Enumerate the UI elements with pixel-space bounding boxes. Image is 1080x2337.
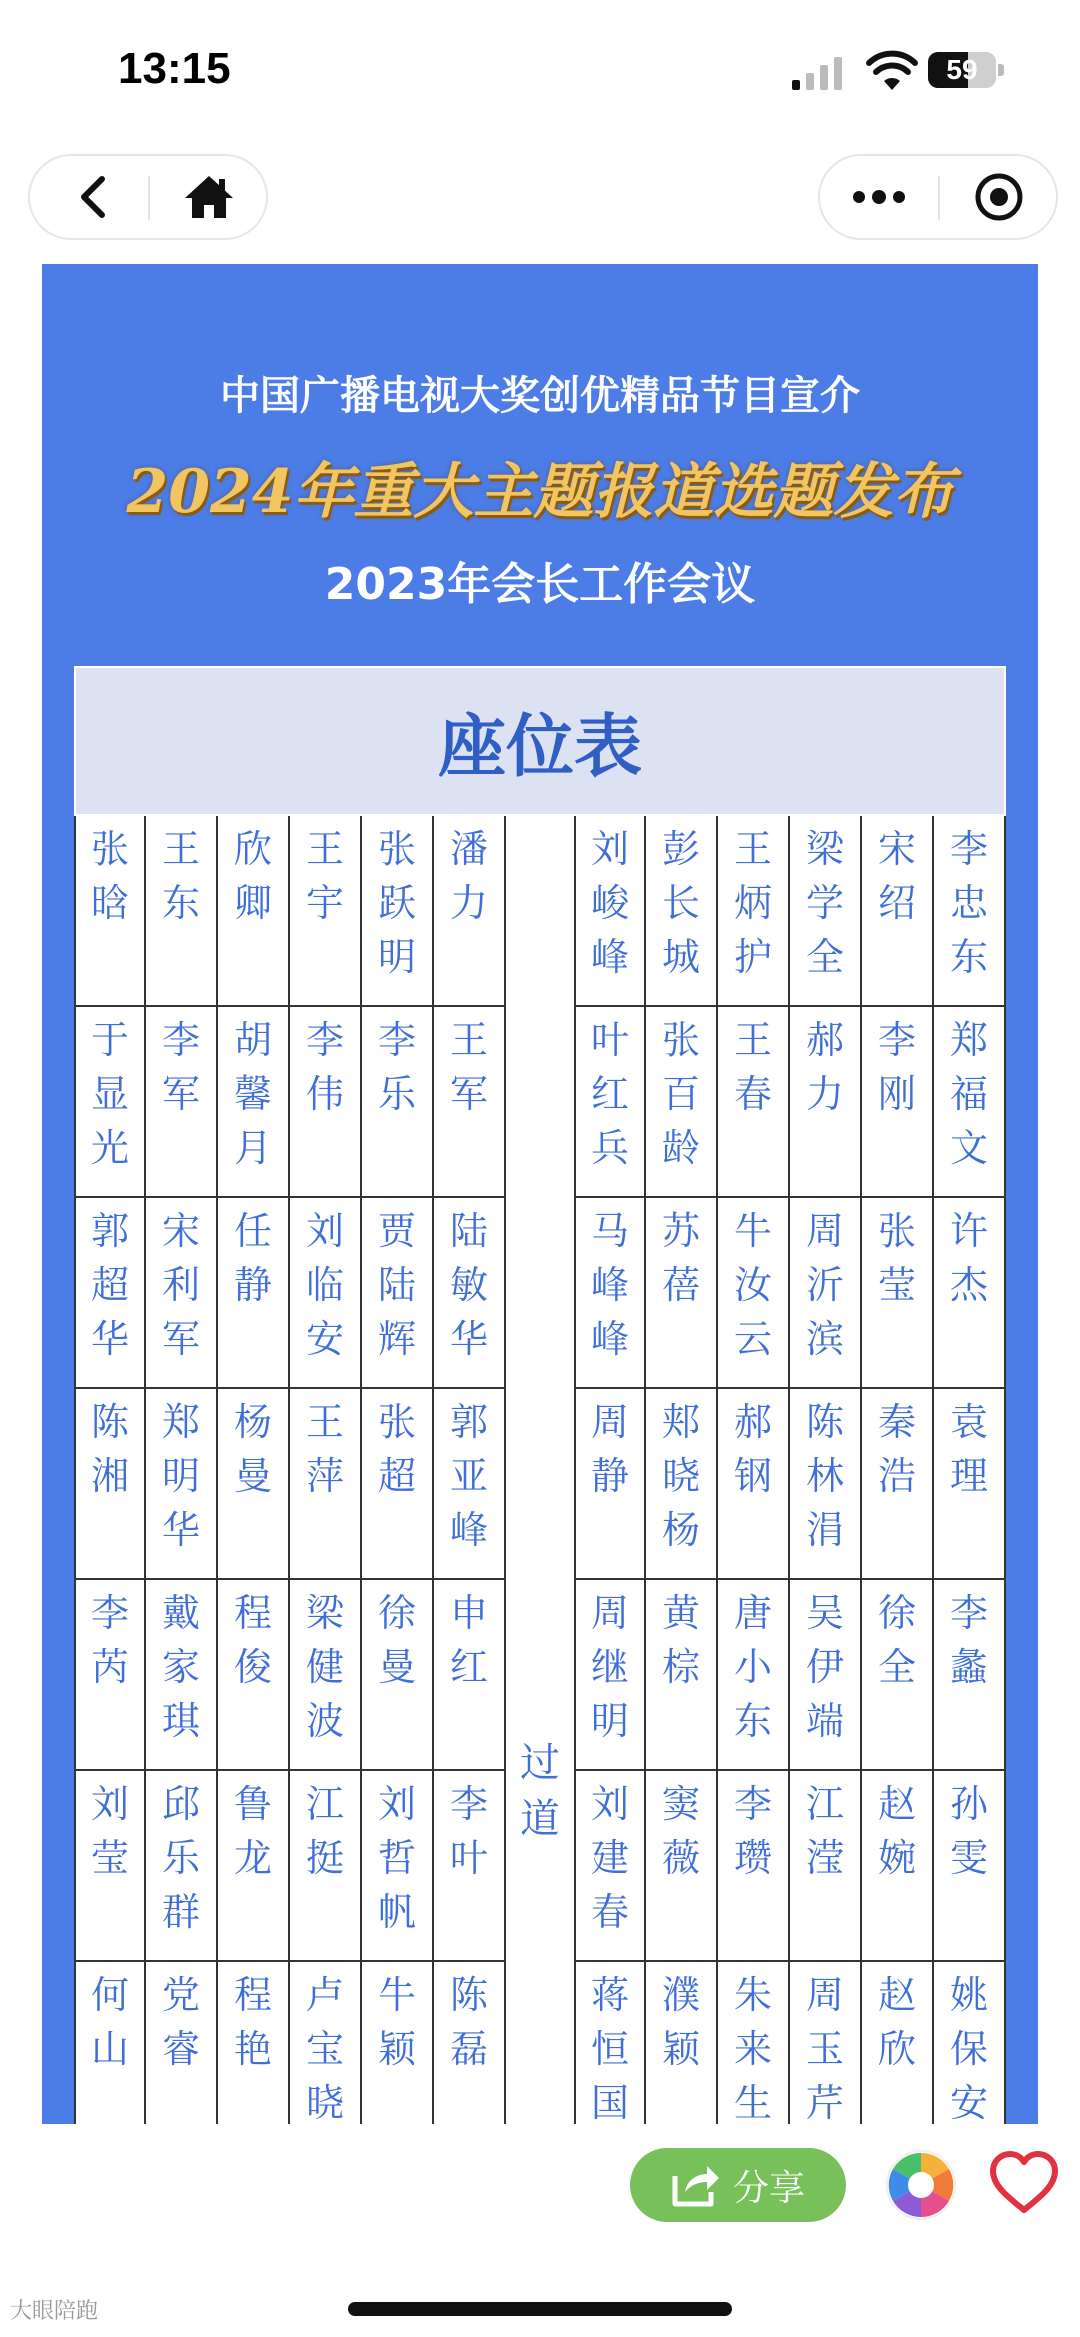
seat-cell: 秦 浩: [862, 1389, 934, 1580]
seat-cell: 张 超: [362, 1389, 434, 1580]
seat-cell: 周 沂 滨: [790, 1198, 862, 1389]
seat-cell: 李 忠 东: [934, 816, 1006, 1007]
seat-cell: 党 睿: [146, 1962, 218, 2124]
seat-cell: 王 东: [146, 816, 218, 1007]
seat-cell: 窦 薇: [646, 1771, 718, 1962]
seat-cell: 周 玉 芹: [790, 1962, 862, 2124]
poster-title: 2024年重大主题报道选题发布: [126, 457, 954, 527]
seat-cell: 陈 湘: [74, 1389, 146, 1580]
seating-table-header: [74, 666, 1006, 816]
seat-cell: 张 百 龄: [646, 1007, 718, 1198]
seat-cell: 牛 颖: [362, 1962, 434, 2124]
back-button[interactable]: [38, 156, 148, 238]
seat-cell: 李 刚: [862, 1007, 934, 1198]
seat-cell: 刘 临 安: [290, 1198, 362, 1389]
seat-cell: 郝 力: [790, 1007, 862, 1198]
seat-cell: 彭 长 城: [646, 816, 718, 1007]
seat-cell: 潘 力: [434, 816, 506, 1007]
seat-cell: 郭 亚 峰: [434, 1389, 506, 1580]
close-miniprogram-button[interactable]: [944, 156, 1054, 238]
seat-cell: 邱 乐 群: [146, 1771, 218, 1962]
seat-cell: 赵 婉: [862, 1771, 934, 1962]
home-button[interactable]: [154, 156, 264, 238]
signal-icon: [790, 56, 846, 90]
seat-cell: 张 跃 明: [362, 816, 434, 1007]
seat-cell: 李 军: [146, 1007, 218, 1198]
aisle: [506, 1389, 574, 1580]
wifi-icon: [866, 50, 918, 92]
seat-cell: 胡 馨 月: [218, 1007, 290, 1198]
status-bar: [0, 0, 1080, 140]
seat-cell: 濮 颖: [646, 1962, 718, 2124]
seat-row: [74, 816, 1006, 1007]
seat-cell: 江 挺: [290, 1771, 362, 1962]
seat-cell: 于 显 光: [74, 1007, 146, 1198]
seat-cell: 朱 来 生: [718, 1962, 790, 2124]
seat-cell: 刘 建 春: [574, 1771, 646, 1962]
seat-cell: 梁 健 波: [290, 1580, 362, 1771]
aisle: [506, 1198, 574, 1389]
seat-row: [74, 1962, 1006, 2124]
seat-cell: 刘 哲 帆: [362, 1771, 434, 1962]
aisle: [506, 1007, 574, 1198]
seating-table-title: 座位表: [437, 706, 642, 787]
seat-cell: 唐 小 东: [718, 1580, 790, 1771]
heart-icon[interactable]: [988, 2150, 1060, 2216]
home-icon: [183, 174, 235, 220]
seat-cell: 郏 晓 杨: [646, 1389, 718, 1580]
seat-grid: [74, 816, 1006, 2124]
status-time: 13:15: [118, 44, 231, 93]
record-circle-icon: [974, 172, 1024, 222]
seat-cell: 宋 绍: [862, 816, 934, 1007]
seat-row: [74, 1389, 1006, 1580]
aisle: [506, 816, 574, 1007]
seat-cell: 张 晗: [74, 816, 146, 1007]
seat-cell: 申 红: [434, 1580, 506, 1771]
seat-cell: 欣 卿: [218, 816, 290, 1007]
seat-cell: 马 峰 峰: [574, 1198, 646, 1389]
seat-cell: 程 俊: [218, 1580, 290, 1771]
poster-meeting-name: 2023年会长工作会议: [324, 559, 756, 610]
more-button[interactable]: [824, 156, 934, 238]
seat-cell: 许 杰: [934, 1198, 1006, 1389]
poster-subtitle: 中国广播电视大奖创优精品节目宣介: [220, 373, 860, 419]
seat-cell: 郝 钢: [718, 1389, 790, 1580]
seat-cell: 程 艳: [218, 1962, 290, 2124]
seat-cell: 李 乐: [362, 1007, 434, 1198]
seat-cell: 王 萍: [290, 1389, 362, 1580]
battery-percent: 59: [946, 54, 978, 85]
seat-cell: 王 炳 护: [718, 816, 790, 1007]
aisle: [506, 1962, 574, 2124]
nav-capsule-left: [28, 154, 268, 240]
seat-cell: 陈 林 涓: [790, 1389, 862, 1580]
seat-cell: 赵 欣: [862, 1962, 934, 2124]
seat-cell: 郭 超 华: [74, 1198, 146, 1389]
seat-cell: 吴 伊 端: [790, 1580, 862, 1771]
seat-cell: 宋 利 军: [146, 1198, 218, 1389]
seat-cell: 王 军: [434, 1007, 506, 1198]
seat-cell: 李 芮: [74, 1580, 146, 1771]
seat-cell: 周 静: [574, 1389, 646, 1580]
seat-cell: 杨 曼: [218, 1389, 290, 1580]
seat-cell: 张 莹: [862, 1198, 934, 1389]
bottom-action-bar: [0, 2124, 1080, 2337]
seat-cell: 孙 雯: [934, 1771, 1006, 1962]
chevron-left-icon: [76, 175, 110, 219]
seat-cell: 徐 曼: [362, 1580, 434, 1771]
seat-cell: 卢 宝 晓: [290, 1962, 362, 2124]
seat-cell: 黄 棕: [646, 1580, 718, 1771]
seat-cell: 徐 全: [862, 1580, 934, 1771]
seat-row: [74, 1007, 1006, 1198]
camera-shutter-icon[interactable]: [884, 2148, 958, 2222]
seat-cell: 李 瓒: [718, 1771, 790, 1962]
seat-cell: 何 山: [74, 1962, 146, 2124]
seat-cell: 江 滢: [790, 1771, 862, 1962]
seat-cell: 苏 蓓: [646, 1198, 718, 1389]
seat-cell: 郑 明 华: [146, 1389, 218, 1580]
share-icon: [671, 2162, 721, 2208]
home-indicator[interactable]: [348, 2302, 732, 2316]
seat-cell: 陆 敏 华: [434, 1198, 506, 1389]
seat-cell: 刘 莹: [74, 1771, 146, 1962]
seat-cell: 李 叶: [434, 1771, 506, 1962]
seat-cell: 鲁 龙: [218, 1771, 290, 1962]
seat-cell: 戴 家 琪: [146, 1580, 218, 1771]
seat-cell: 刘 峻 峰: [574, 816, 646, 1007]
share-label: 分享: [732, 2167, 805, 2209]
seat-cell: 蒋 恒 国: [574, 1962, 646, 2124]
seat-cell: 袁 理: [934, 1389, 1006, 1580]
seat-cell: 李 蠡: [934, 1580, 1006, 1771]
seat-cell: 贾 陆 辉: [362, 1198, 434, 1389]
share-button[interactable]: [630, 2148, 846, 2222]
nav-capsule-right: [818, 154, 1058, 240]
battery-icon: [928, 52, 1006, 88]
seating-table: [74, 666, 1006, 2124]
seating-poster: [42, 264, 1038, 2124]
seat-cell: 王 宇: [290, 816, 362, 1007]
seat-cell: 周 继 明: [574, 1580, 646, 1771]
seat-cell: 陈 磊: [434, 1962, 506, 2124]
seat-cell: 牛 汝 云: [718, 1198, 790, 1389]
seat-row: [74, 1198, 1006, 1389]
seat-cell: 郑 福 文: [934, 1007, 1006, 1198]
aisle-label: 过 道: [520, 1739, 560, 1842]
seat-cell: 任 静: [218, 1198, 290, 1389]
more-dots-icon: [851, 189, 907, 205]
seat-cell: 叶 红 兵: [574, 1007, 646, 1198]
seat-cell: 姚 保 安: [934, 1962, 1006, 2124]
seat-cell: 李 伟: [290, 1007, 362, 1198]
seat-cell: 王 春: [718, 1007, 790, 1198]
watermark-text: 大眼陪跑: [10, 2299, 99, 2324]
seat-cell: 梁 学 全: [790, 816, 862, 1007]
